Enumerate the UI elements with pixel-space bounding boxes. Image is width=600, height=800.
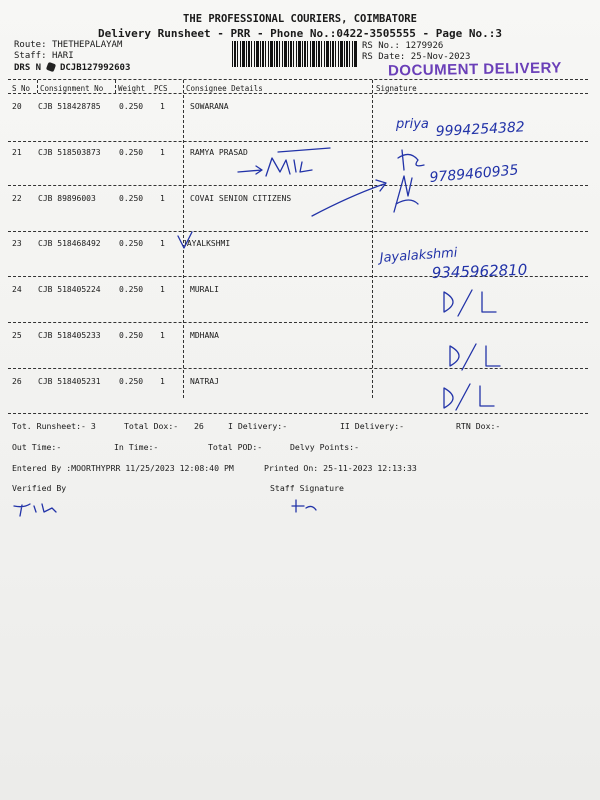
col-consignee: Consignee Details xyxy=(186,84,263,93)
row24-sno: 24 xyxy=(12,285,22,294)
staff-label: Staff: xyxy=(14,51,47,61)
row22-consignee: COVAI SENION CITIZENS xyxy=(190,194,292,203)
tot-runsheet: Tot. Runsheet:- 3 xyxy=(12,421,96,431)
verified-by-label: Verified By xyxy=(12,483,67,493)
row21-sno: 21 xyxy=(12,148,22,157)
row23-weight: 0.250 xyxy=(119,239,144,248)
row20-pcs: 1 xyxy=(160,102,165,111)
row21-consignee: RAMYA PRASAD xyxy=(190,148,248,157)
ii-delivery: II Delivery:- xyxy=(340,421,405,431)
row26-pcs: 1 xyxy=(160,377,165,386)
row25-consignee: MDHANA xyxy=(190,331,219,340)
row22-consignment: CJB 89896003 xyxy=(38,194,96,203)
row23-handwritten-phone: 9345962810 xyxy=(431,260,528,282)
rs-no-value: 1279926 xyxy=(405,41,444,51)
row23-sno: 23 xyxy=(12,239,22,248)
row20-consignee: SOWARANA xyxy=(190,102,229,111)
col-sno: S No xyxy=(12,84,31,93)
row21-handwritten-phone: 9789460935 xyxy=(428,162,520,186)
rtn-dox: RTN Dox:- xyxy=(456,421,501,431)
in-time: In Time:- xyxy=(114,442,159,452)
row24-weight: 0.250 xyxy=(119,285,144,294)
row26-handwritten-dl: D/L xyxy=(418,412,420,413)
route-value: THETHEPALAYAM xyxy=(51,40,123,50)
row20-handwritten-name: priya xyxy=(396,117,429,132)
rs-no-label: RS No.: xyxy=(362,41,400,51)
row21-consignment: CJB 518503873 xyxy=(38,148,101,157)
row23-tick-mark xyxy=(178,232,192,248)
row24-pcs: 1 xyxy=(160,285,165,294)
row25-dl-mark xyxy=(450,344,500,370)
total-dox-label: Total Dox:- xyxy=(124,421,179,431)
i-delivery: I Delivery:- xyxy=(228,421,288,431)
row25-consignment: CJB 518405233 xyxy=(38,331,101,340)
printed-on: Printed On: 25-11-2023 12:13:33 xyxy=(264,463,417,473)
rs-date-value: 25-Nov-2023 xyxy=(410,52,471,62)
row24-handwritten-dl: D/L xyxy=(418,330,420,331)
row21-scribble xyxy=(398,150,424,170)
row20-consignment: CJB 518428785 xyxy=(38,102,101,111)
row26-sno: 26 xyxy=(12,377,22,386)
drs-value: DCJB127992603 xyxy=(59,63,131,73)
row21-weight: 0.250 xyxy=(119,148,144,157)
runsheet-subtitle: Delivery Runsheet - PRR - Phone No.:0422-3505555 - Page No.:3 xyxy=(98,27,502,40)
document-delivery-stamp: DOCUMENT DELIVERY xyxy=(387,59,562,80)
row22-arrow xyxy=(312,180,386,216)
col-weight: Weight xyxy=(118,84,146,93)
drs-label: DRS N xyxy=(14,63,42,73)
row23-consignment: CJB 518468492 xyxy=(38,239,101,248)
row20-sno: 20 xyxy=(12,102,22,111)
company-title: THE PROFESSIONAL COURIERS, COIMBATORE xyxy=(183,13,417,25)
row23-pcs: 1 xyxy=(160,239,165,248)
row20-weight: 0.250 xyxy=(119,102,144,111)
col-signature: Signature xyxy=(376,84,417,93)
row21-signature-mark xyxy=(266,148,330,176)
route-label: Route: xyxy=(14,40,47,50)
row21-arrow-mark xyxy=(238,166,262,174)
row25-pcs: 1 xyxy=(160,331,165,340)
row20-handwritten-phone: 9994254382 xyxy=(435,119,526,140)
col-consignment: Consignment No xyxy=(40,84,104,93)
total-pod: Total POD:- xyxy=(208,442,263,452)
staff-signature-label: Staff Signature xyxy=(270,483,344,493)
row26-consignee: NATRAJ xyxy=(190,377,219,386)
row22-sno: 22 xyxy=(12,194,22,203)
col-pcs: PCS xyxy=(154,84,168,93)
row26-consignment: CJB 518405231 xyxy=(38,377,101,386)
row22-weight: 0.250 xyxy=(119,194,144,203)
row25-weight: 0.250 xyxy=(119,331,144,340)
row25-sno: 25 xyxy=(12,331,22,340)
staff-value: HARI xyxy=(51,51,74,61)
row21-pcs: 1 xyxy=(160,148,165,157)
row22-pcs: 1 xyxy=(160,194,165,203)
entered-by: Entered By :MOORTHYPRR 11/25/2023 12:08:40 PM xyxy=(12,463,234,473)
row22-signature-mark xyxy=(394,176,418,212)
row26-weight: 0.250 xyxy=(119,377,144,386)
staff-initials xyxy=(292,500,316,512)
row26-dl-mark xyxy=(444,384,494,410)
row24-consignment: CJB 518405224 xyxy=(38,285,101,294)
out-time: Out Time:- xyxy=(12,442,62,452)
row24-consignee: MURALI xyxy=(190,285,219,294)
row24-dl-mark xyxy=(444,290,496,316)
row25-handwritten-dl: D/L xyxy=(418,380,420,381)
row23-handwritten-name: Jayalakshmi xyxy=(379,245,458,266)
rs-date-label: RS Date: xyxy=(362,52,406,62)
verified-initials xyxy=(14,504,56,516)
row23-consignee: JAYALKSHMI xyxy=(182,239,231,248)
total-dox-value: 26 xyxy=(194,421,204,431)
delvy-points: Delvy Points:- xyxy=(290,442,360,452)
